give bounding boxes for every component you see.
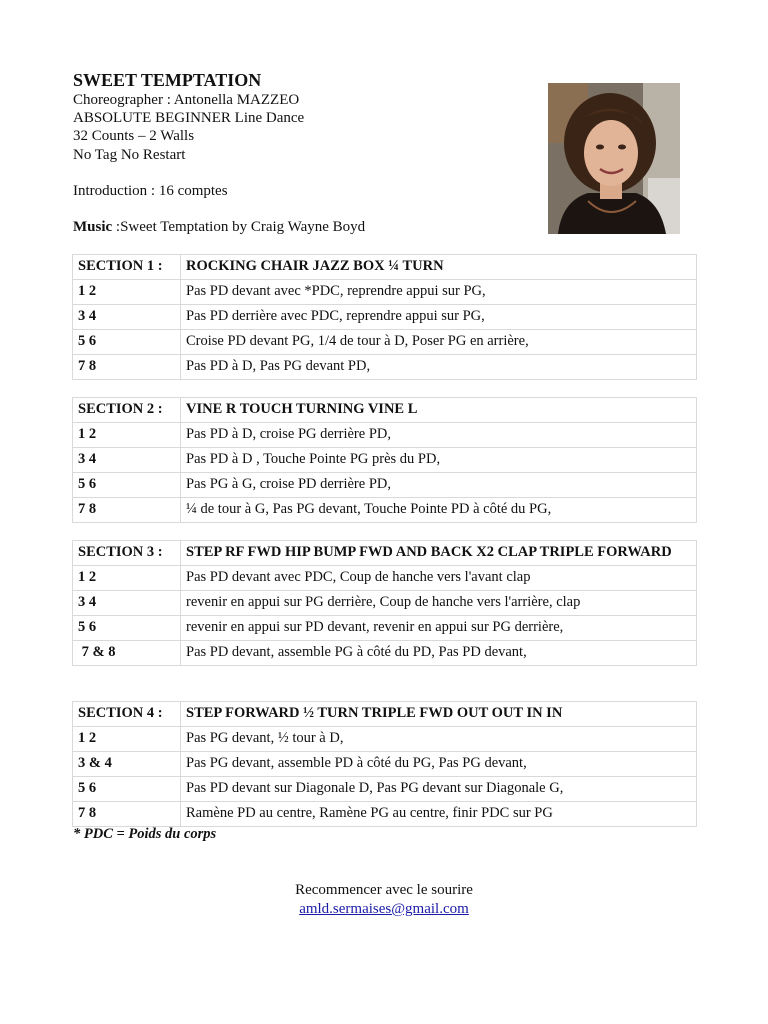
table-row — [73, 448, 697, 473]
count-cell: 5 6 — [73, 777, 181, 802]
count-cell: 7 8 — [73, 498, 181, 523]
intro-line: Introduction : 16 comptes — [73, 182, 228, 199]
description-cell: ¼ de tour à G, Pas PG devant, Touche Pointe PD à côté du PG, — [181, 498, 697, 523]
count-cell: 1 2 — [73, 566, 181, 591]
section-2-table — [72, 397, 697, 523]
table-row — [73, 305, 697, 330]
table-row — [73, 616, 697, 641]
description-cell: Pas PG à G, croise PD derrière PD, — [181, 473, 697, 498]
section-4-table — [72, 701, 697, 827]
section-header-row — [73, 255, 697, 280]
closing-line: Recommencer avec le sourire — [295, 882, 473, 898]
table-row — [73, 802, 697, 827]
table-row — [73, 330, 697, 355]
music-label: Music — [73, 219, 113, 236]
description-cell: Pas PD à D, croise PG derrière PD, — [181, 423, 697, 448]
table-row — [73, 473, 697, 498]
count-cell: 3 4 — [73, 591, 181, 616]
description-cell: Pas PD derrière avec PDC, reprendre appui sur PG, — [181, 305, 697, 330]
footnote: * PDC = Poids du corps — [73, 826, 217, 842]
section-label: SECTION 3 : — [73, 541, 181, 566]
table-row — [73, 355, 697, 380]
count-cell: 1 2 — [73, 727, 181, 752]
tags-line: No Tag No Restart — [73, 146, 186, 163]
table-row — [73, 641, 697, 666]
count-cell: 3 4 — [73, 305, 181, 330]
dance-title: SWEET TEMPTATION — [73, 70, 262, 90]
table-row — [73, 423, 697, 448]
table-row — [73, 727, 697, 752]
section-name: ROCKING CHAIR JAZZ BOX ¼ TURN — [181, 255, 697, 280]
portrait-image — [548, 83, 680, 234]
count-cell: 7 8 — [73, 802, 181, 827]
count-cell: 1 2 — [73, 280, 181, 305]
section-header-row — [73, 398, 697, 423]
table-row — [73, 280, 697, 305]
description-cell: Pas PG devant, ½ tour à D, — [181, 727, 697, 752]
table-row — [73, 591, 697, 616]
description-cell: Pas PD devant, assemble PG à côté du PD, Pas PD devant, — [181, 641, 697, 666]
section-header-row — [73, 702, 697, 727]
music-text: :Sweet Temptation by Craig Wayne Boyd — [112, 219, 366, 236]
count-cell: 7 8 — [73, 355, 181, 380]
table-row — [73, 777, 697, 802]
dance-header — [73, 69, 533, 236]
count-cell: 5 6 — [73, 473, 181, 498]
count-cell: 5 6 — [73, 330, 181, 355]
table-row — [73, 566, 697, 591]
description-cell: Ramène PD au centre, Ramène PG au centre, finir PDC sur PG — [181, 802, 697, 827]
choreographer-line: Choreographer : Antonella MAZZEO — [73, 92, 300, 108]
table-row — [73, 498, 697, 523]
table-row — [73, 752, 697, 777]
description-cell: Pas PG devant, assemble PD à côté du PG, Pas PG devant, — [181, 752, 697, 777]
section-name: VINE R TOUCH TURNING VINE L — [181, 398, 697, 423]
description-cell: Croise PD devant PG, 1/4 de tour à D, Poser PG en arrière, — [181, 330, 697, 355]
section-label: SECTION 4 : — [73, 702, 181, 727]
counts-line: 32 Counts – 2 Walls — [73, 128, 195, 145]
count-cell: 1 2 — [73, 423, 181, 448]
section-1-table — [72, 254, 697, 380]
count-cell: 5 6 — [73, 616, 181, 641]
description-cell: revenir en appui sur PG derrière, Coup de hanche vers l'arrière, clap — [181, 591, 697, 616]
description-cell: Pas PD à D, Pas PG devant PD, — [181, 355, 697, 380]
music-line — [73, 218, 533, 236]
email-link[interactable]: amld.sermaises@gmail.com — [299, 901, 469, 917]
description-cell: Pas PD à D , Touche Pointe PG près du PD, — [181, 448, 697, 473]
level-line: ABSOLUTE BEGINNER Line Dance — [73, 110, 305, 127]
footer — [0, 881, 768, 919]
count-cell: 7 & 8 — [73, 641, 181, 666]
section-label: SECTION 2 : — [73, 398, 181, 423]
section-name: STEP RF FWD HIP BUMP FWD AND BACK X2 CLAP TRIPLE FORWARD — [181, 541, 697, 566]
choreographer-photo — [548, 83, 680, 234]
count-cell: 3 & 4 — [73, 752, 181, 777]
section-name: STEP FORWARD ½ TURN TRIPLE FWD OUT OUT IN IN — [181, 702, 697, 727]
description-cell: Pas PD devant sur Diagonale D, Pas PG devant sur Diagonale G, — [181, 777, 697, 802]
section-label: SECTION 1 : — [73, 255, 181, 280]
count-cell: 3 4 — [73, 448, 181, 473]
description-cell: revenir en appui sur PD devant, revenir en appui sur PG derrière, — [181, 616, 697, 641]
description-cell: Pas PD devant avec PDC, Coup de hanche vers l'avant clap — [181, 566, 697, 591]
description-cell: Pas PD devant avec *PDC, reprendre appui sur PG, — [181, 280, 697, 305]
section-header-row — [73, 541, 697, 566]
section-3-table — [72, 540, 697, 666]
